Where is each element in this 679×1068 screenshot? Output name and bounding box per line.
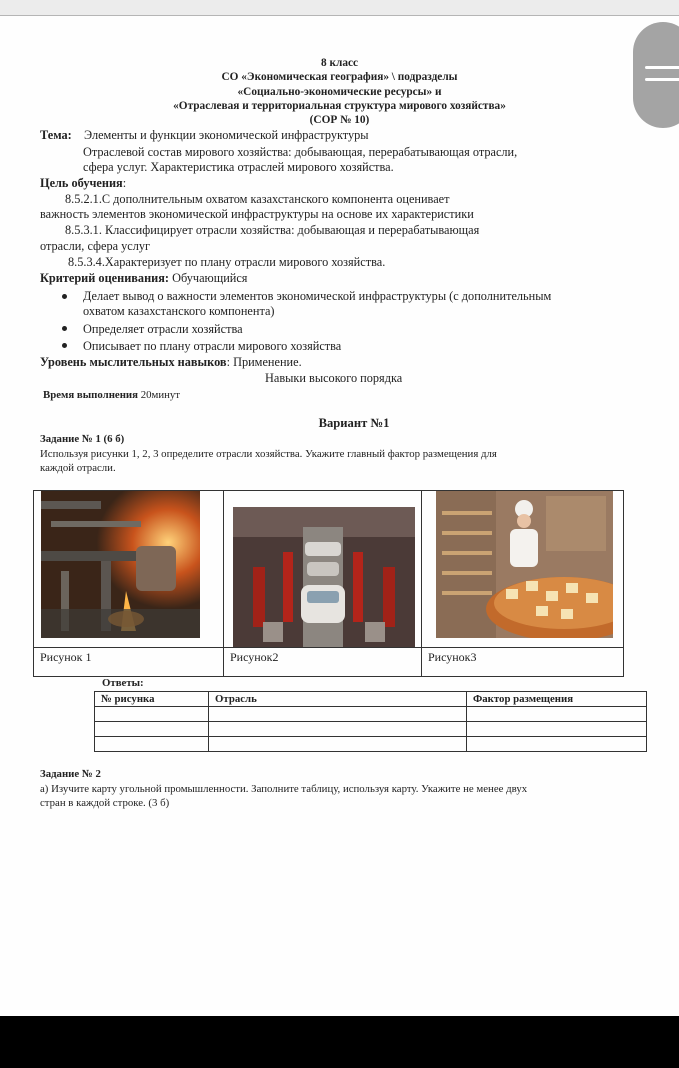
pictures-table <box>33 490 624 677</box>
time-value: 20минут <box>140 389 180 401</box>
bullet-icon <box>62 343 67 348</box>
variant-title: Вариант №1 <box>318 416 390 430</box>
grade-line: 8 класс <box>321 57 358 69</box>
picture-label-3: Рисунок3 <box>428 650 477 664</box>
assessment-title: СО «Экономическая география» \ подразделы <box>221 71 458 83</box>
bakery-photo <box>436 491 613 638</box>
answers-title: Ответы: <box>102 677 144 689</box>
criteria-label: Критерий оценивания: <box>40 271 169 285</box>
criteria-heading <box>40 271 247 286</box>
time-label: Время выполнения <box>43 389 138 401</box>
answers-col-factor: Фактор размещения <box>473 693 574 705</box>
task2-text-1: а) Изучите карту угольной промышленности. Заполните таблицу, используя карту. Укажите не менее двух <box>40 783 528 795</box>
topic-label: Тема: <box>40 128 72 142</box>
topic-line-3: сфера услуг. Характеристика отраслей мирового хозяйства. <box>83 160 394 174</box>
topic-line-1: Элементы и функции экономической инфраструктуры <box>84 128 369 142</box>
viewer-menu-button[interactable] <box>633 22 679 128</box>
task1-title: Задание № 1 (6 б) <box>40 433 125 445</box>
picture-label-1: Рисунок 1 <box>40 650 92 664</box>
criteria-subject: Обучающийся <box>172 271 248 285</box>
goal-heading <box>40 176 126 191</box>
goal-line-5: 8.5.3.4.Характеризует по плану отрасли мирового хозяйства. <box>68 255 386 269</box>
time-line <box>43 389 180 402</box>
picture-label-2: Рисунок2 <box>230 650 279 664</box>
topic-line-2: Отраслевой состав мирового хозяйства: добывающая, перерабатывающая отрасли, <box>83 145 518 159</box>
task2-title: Задание № 2 <box>40 768 101 780</box>
goal-line-4: отрасли, сфера услуг <box>40 239 151 253</box>
criteria-item-1: Делает вывод о важности элементов экономической инфраструктуры (с дополнительным <box>83 289 552 303</box>
goal-colon: : <box>122 176 127 190</box>
criteria-item-1-cont: охватом казахстанского компонента) <box>83 304 275 318</box>
bullet-icon <box>62 326 67 331</box>
assessment-number: (СОР № 10) <box>309 114 370 126</box>
answers-col-industry: Отрасль <box>215 693 257 705</box>
goal-line-2: важность элементов экономической инфраструктуры на основе их характеристики <box>40 207 474 221</box>
goal-label: Цель обучения <box>40 176 123 190</box>
criteria-item-3: Описывает по плану отрасли мирового хозяйства <box>83 339 342 353</box>
thinking-label: Уровень мыслительных навыков <box>40 355 227 369</box>
task1-text-2: каждой отрасли. <box>40 462 116 474</box>
subsection-2: «Отраслевая и территориальная структура мирового хозяйства» <box>173 100 506 112</box>
steel-mill-photo <box>41 491 200 638</box>
viewer-top-bar <box>0 0 679 16</box>
task2-text-2: стран в каждой строке. (3 б) <box>40 797 170 809</box>
car-assembly-photo <box>233 507 415 647</box>
goal-line-1: 8.5.2.1.С дополнительным охватом казахстанского компонента оценивает <box>65 192 450 206</box>
answers-col-number: № рисунка <box>101 693 155 705</box>
subsection-1: «Социально-экономические ресурсы» и <box>237 86 442 98</box>
menu-icon <box>645 66 679 69</box>
thinking-value: : Применение. <box>226 355 302 369</box>
bullet-icon <box>62 294 67 299</box>
answers-table <box>94 691 647 752</box>
goal-line-3: 8.5.3.1. Классифицирует отрасли хозяйства: добывающая и перерабатывающая <box>65 223 480 237</box>
thinking-skills <box>40 355 302 370</box>
task1-text-1: Используя рисунки 1, 2, 3 определите отрасли хозяйства. Укажите главный фактор размещения для <box>40 448 497 460</box>
viewer-bottom-bar <box>0 1016 679 1068</box>
criteria-item-2: Определяет отрасли хозяйства <box>83 322 243 336</box>
menu-icon <box>645 78 679 81</box>
thinking-value-2: Навыки высокого порядка <box>265 371 403 385</box>
